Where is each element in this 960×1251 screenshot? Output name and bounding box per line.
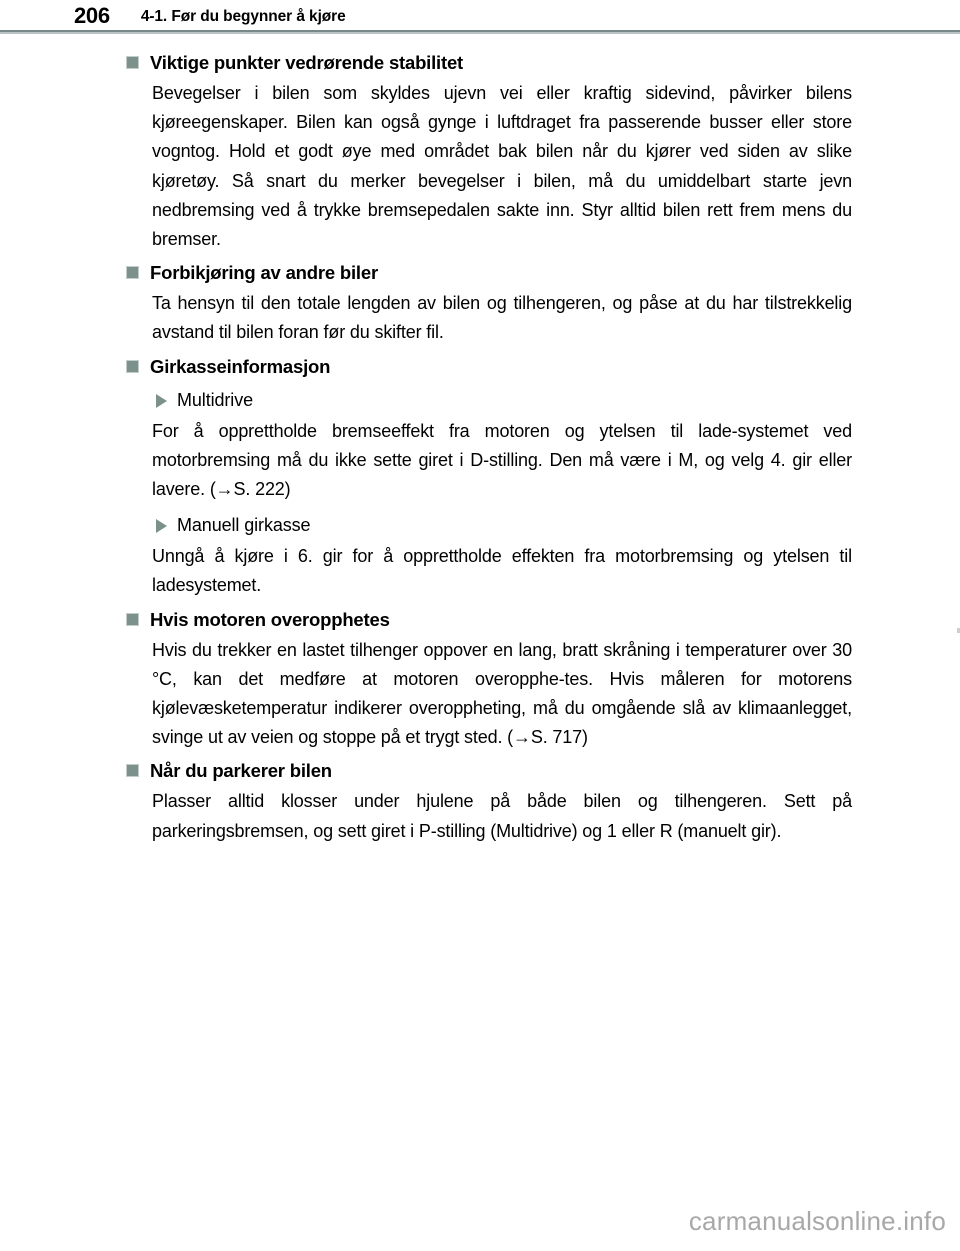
section-heading-label: Girkasseinformasjon [150,355,331,377]
paragraph: Plasser alltid klosser under hjulene på både bilen og tilhengeren. Sett på parkeringsbremsen, og sett giret i P-stilling (Multidrive) og 1 eller R (manuelt gir). [152,791,852,841]
document-content [0,44,960,846]
paragraph: Ta hensyn til den totale lengden av bilen og tilhengeren, og påse at du har tilstrekkelig avstand til bilen foran før du skifter fil. [152,293,852,343]
subsection-heading-label: Manuell girkasse [177,515,311,536]
page-number: 206 [74,3,110,28]
page-title: 4-1. Før du begynner å kjøre [140,7,346,25]
section-heading-label: Forbikjøring av andre biler [150,262,378,284]
square-bullet-icon [126,266,139,279]
subsection-heading-label: Multidrive [177,389,254,410]
subsection-heading-multidrive [156,388,960,413]
paragraph: Bevegelser i bilen som skyldes ujevn vei eller kraftig sidevind, påvirker bilens kjøreegenskaper. Bilen kan også gynge i luftdraget fra passerende busser eller store vogntog. Hold et godt øye med området bak bilen når du kjører ved siden av slike kjøretøy. Så snart du merker bevegelser i bilen, må du umiddelbart starte jevn nedbremsing ved å trykke bremsepedalen sakte inn. Styr alltid bilen rett frem mens du bremser. [152,83,852,250]
section-heading-parkerer [126,758,960,783]
section-heading-label: Viktige punkter vedrørende stabilitet [150,52,464,73]
square-bullet-icon [126,360,139,373]
site-watermark: carmanualsonline.info [688,1206,946,1236]
section-heading-girkasseinformasjon [126,354,960,379]
subsection-heading-manuell-girkasse [156,513,960,538]
page-header [0,0,960,30]
section-heading-stabilitet [126,50,960,75]
section-heading-label: Når du parkerer bilen [150,760,332,782]
square-bullet-icon [126,56,139,69]
section-heading-forbikjoring [126,260,960,285]
header-divider [0,30,960,34]
square-bullet-icon [126,764,139,777]
paragraph: Unngå å kjøre i 6. gir for å opprettholde effekten fra motorbremsing og ytelsen til ladesystemet. [152,546,852,596]
triangle-bullet-icon [156,519,167,533]
paragraph: For å opprettholde bremseeffekt fra motoren og ytelsen til lade-systemet ved motorbremsing må du ikke sette giret i D-stilling. Den må være i M, og velg 4. gir eller lavere. (→S. 222) [152,420,852,500]
triangle-bullet-icon [156,394,167,408]
paragraph: Hvis du trekker en lastet tilhenger oppover en lang, bratt skråning i temperaturer over 30 °C, kan det medføre at motoren overopphe-tes. Hvis måleren for motorens kjølevæsketemperatur indikerer overoppheting, må du omgående slå av klimaanlegget, svinge ut av veien og stoppe på et trygt sted. (→S. 717) [152,639,852,748]
section-heading-overopphetes [126,607,960,632]
square-bullet-icon [126,613,139,626]
section-heading-label: Hvis motoren overopphetes [150,608,390,630]
